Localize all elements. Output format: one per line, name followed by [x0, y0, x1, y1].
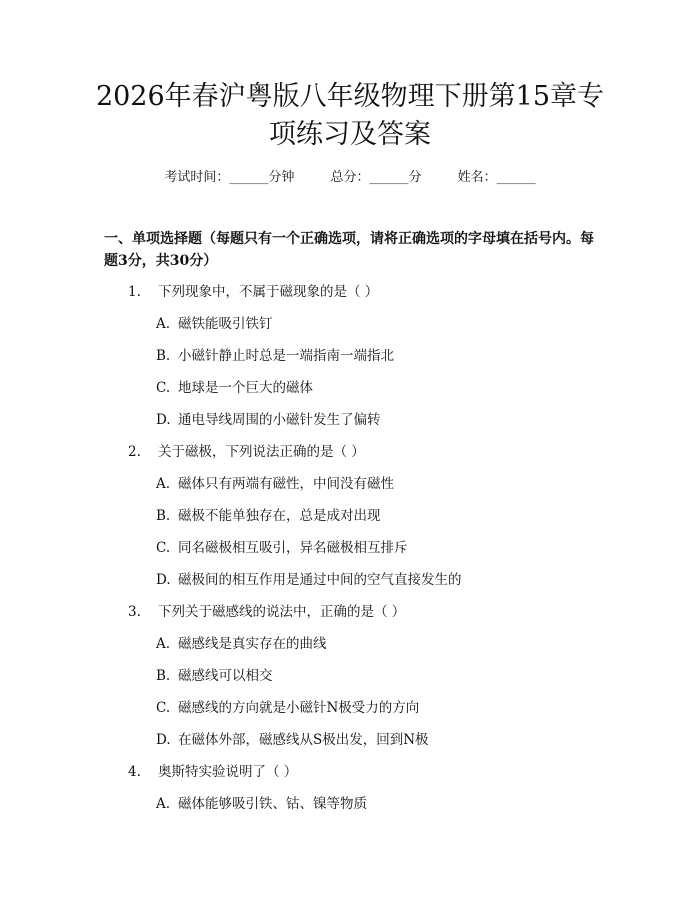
exam-time: 考试时间：______分钟 [164, 170, 295, 185]
option-letter: C. [156, 540, 171, 556]
option-text: 磁极间的相互作用是通过中间的空气直接发生的 [178, 572, 462, 588]
option-letter: B. [156, 348, 171, 364]
option-text: 磁感线是真实存在的曲线 [178, 636, 327, 652]
option-letter: A. [156, 636, 171, 652]
student-name: 姓名：______ [457, 170, 536, 185]
option-letter: C. [156, 380, 171, 396]
option-text: 磁感线可以相交 [178, 668, 273, 684]
option-letter: A. [156, 316, 171, 332]
option-letter: D. [156, 412, 171, 428]
option-letter: C. [156, 700, 171, 716]
question-text: 下列现象中，不属于磁现象的是（ ） [158, 284, 379, 300]
option-text: 在磁体外部，磁感线从S极出发，回到N极 [178, 732, 429, 748]
option-text: 磁体能够吸引铁、钴、镍等物质 [178, 796, 367, 812]
option-letter: D. [156, 732, 171, 748]
option-text: 同名磁极相互吸引，异名磁极相互排斥 [178, 540, 408, 556]
option-text: 小磁针静止时总是一端指南一端指北 [178, 348, 394, 364]
question-number: 3. [128, 604, 141, 620]
option-letter: B. [156, 508, 171, 524]
question-number: 2. [128, 444, 141, 460]
exam-info [0, 170, 700, 186]
option-text: 磁极不能单独存在，总是成对出现 [178, 508, 381, 524]
option-text: 通电导线周围的小磁针发生了偏转 [178, 412, 381, 428]
option-letter: A. [156, 476, 171, 492]
option-text: 地球是一个巨大的磁体 [178, 380, 313, 396]
total-score: 总分：______分 [330, 170, 422, 185]
question-text: 关于磁极，下列说法正确的是（ ） [158, 444, 365, 460]
option-letter: B. [156, 668, 171, 684]
option-letter: D. [156, 572, 171, 588]
question-text: 奥斯特实验说明了（ ） [158, 764, 298, 780]
section-heading: 一、单项选择题（每题只有一个正确选项，请将正确选项的字母填在括号内。每题3分，共30分） [104, 231, 594, 269]
option-letter: A. [156, 796, 171, 812]
option-text: 磁铁能吸引铁钉 [178, 316, 273, 332]
option-text: 磁感线的方向就是小磁针N极受力的方向 [178, 700, 420, 716]
question-number: 1. [128, 284, 141, 300]
document-title: 2026年春沪粤版八年级物理下册第15章专项练习及答案 [95, 81, 605, 150]
question-text: 下列关于磁感线的说法中，正确的是（ ） [158, 604, 406, 620]
option-text: 磁体只有两端有磁性，中间没有磁性 [178, 476, 394, 492]
question-number: 4. [128, 764, 141, 780]
